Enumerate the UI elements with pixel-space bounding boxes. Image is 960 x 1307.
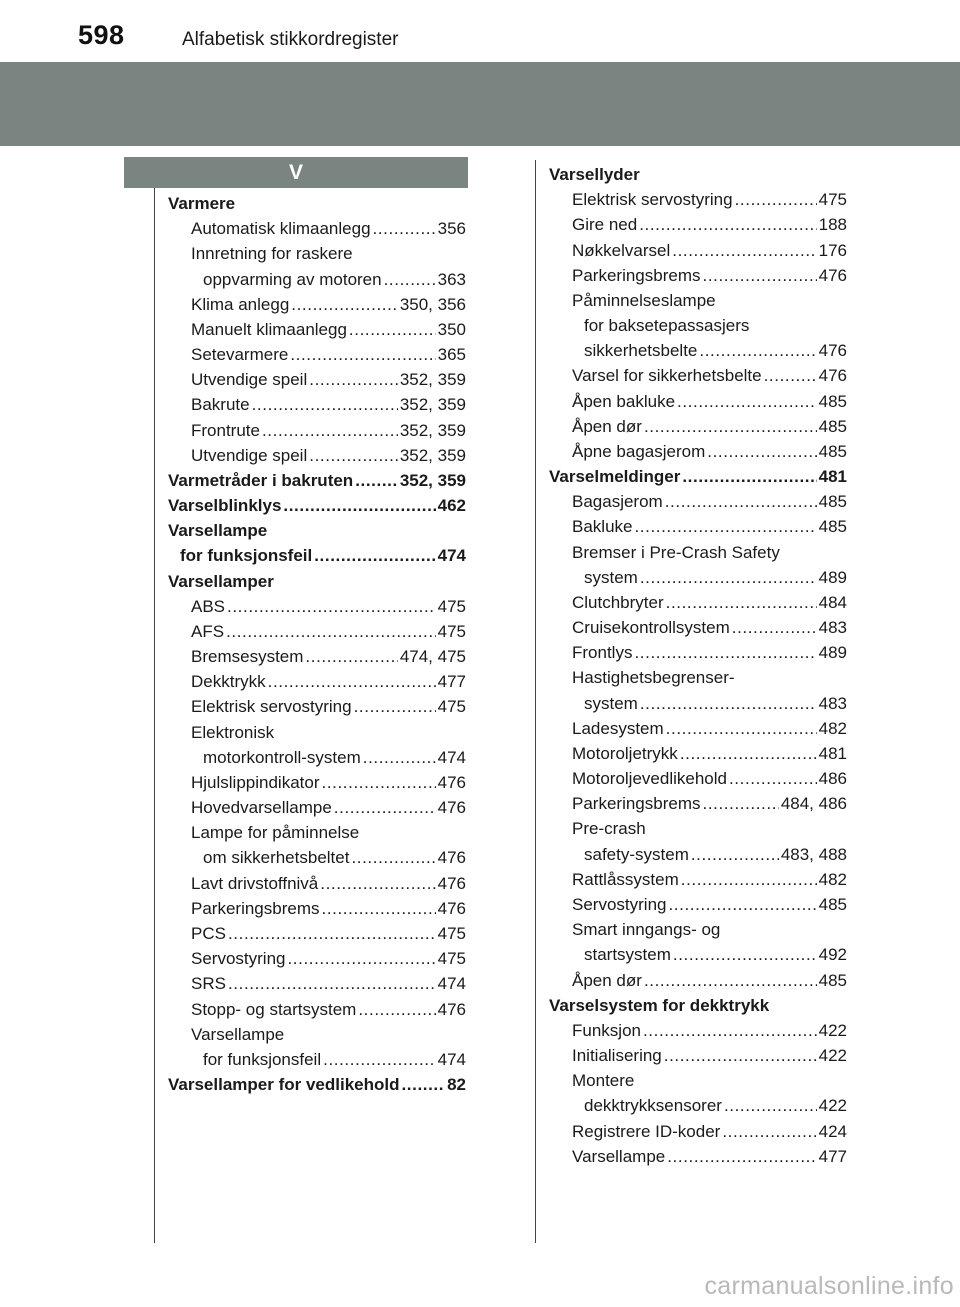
index-entry-term: Motoroljevedlikehold [572,769,727,789]
dot-leader [320,871,435,896]
index-entry-page: 365 [437,345,466,365]
index-entry-term: Cruisekontrollsystem [572,618,730,638]
index-entry [168,267,466,292]
index-entry [549,968,847,993]
index-entry [549,338,847,363]
dot-leader [640,691,817,716]
index-entry-term: system [584,567,638,587]
index-entry-term: Bagasjerom [572,492,663,512]
index-entry-term: Parkeringsbrems [191,898,320,918]
dot-leader [764,363,817,388]
index-entry-term: Manuelt klimaanlegg [191,319,347,339]
dot-leader [724,1093,817,1118]
index-entry-term: sikkerhetsbelte [584,341,698,361]
index-entry-term: for baksetepassasjers [584,316,750,336]
dot-leader [354,694,436,719]
index-entry-term: Varmere [168,194,236,213]
index-entry [549,540,847,565]
dot-leader [373,216,436,241]
index-entry [168,493,466,518]
dot-leader [681,867,817,892]
index-entry [549,389,847,414]
index-entry-term: Initialisering [572,1046,662,1066]
index-entry [168,443,466,468]
index-entry-page: 176 [818,240,847,260]
index-entry [549,590,847,615]
index-entry [549,1093,847,1118]
index-entry [168,619,466,644]
dot-leader [667,1144,816,1169]
index-entry-term: Hovedvarsellampe [191,798,332,818]
watermark: carmanualsonline.info [704,1272,954,1300]
dot-leader [666,716,817,741]
dot-leader [358,997,435,1022]
dot-leader [673,942,817,967]
index-entry [549,1068,847,1093]
dot-leader [699,338,816,363]
index-entry-term: Gire ned [572,215,638,235]
index-entry-page: 485 [818,391,847,411]
index-entry-page: 484, 486 [780,794,847,814]
index-entry [549,187,847,212]
index-entry [549,766,847,791]
index-entry-term: Varsel for sikkerhetsbelte [572,366,762,386]
index-entry-term: Åpne bagasjerom [572,441,706,461]
index-entry-page: 356 [437,219,466,239]
dot-leader [252,392,398,417]
index-entry-term: Dekktrykk [191,672,266,692]
dot-leader [351,845,435,870]
dot-leader [228,971,436,996]
index-entry [549,867,847,892]
index-entry-page: 483, 488 [780,844,847,864]
index-entry-term: Elektrisk servostyring [572,190,733,210]
index-entry [549,464,847,489]
index-entry-term: Funksjon [572,1020,641,1040]
index-entry-term: startsystem [584,945,671,965]
index-entry-term: Bakluke [572,517,633,537]
index-entry-page: 474 [437,974,466,994]
index-entry-page: 352, 359 [399,370,466,390]
index-entry-page: 484 [818,592,847,612]
page-header [0,0,960,62]
index-entry-page: 462 [437,496,466,516]
index-entry-page: 350, 356 [399,294,466,314]
index-entry-term: Utvendige speil [191,370,308,390]
index-entry [168,518,466,543]
index-entry [168,367,466,392]
dot-leader [228,921,436,946]
index-entry [549,640,847,665]
index-entry-term: Varsellampe [572,1146,666,1166]
column-divider-left [154,188,155,1243]
index-entry [549,414,847,439]
index-entry-page: 485 [818,441,847,461]
index-entry-page: 489 [818,567,847,587]
dot-leader [729,766,817,791]
dot-leader [634,514,816,539]
index-entry [549,791,847,816]
index-entry-page: 422 [818,1096,847,1116]
index-entry-page: 424 [818,1121,847,1141]
index-entry-term: for funksjonsfeil [203,1049,322,1069]
index-entry [168,896,466,921]
dot-leader [682,464,816,489]
index-entry-page: 475 [437,596,466,616]
index-entry [168,644,466,669]
dot-leader [323,1047,436,1072]
dot-leader [672,238,816,263]
index-entry [168,216,466,241]
dot-leader [287,946,435,971]
index-column-2 [549,162,847,1169]
index-entry-page: 474 [437,1049,466,1069]
dot-leader [691,842,779,867]
index-entry-term: Rattlåssystem [572,869,679,889]
dot-leader [322,770,436,795]
index-entry [549,917,847,942]
index-entry [168,342,466,367]
index-entry-term: Varselsystem for dekktrykk [549,995,770,1015]
index-entry-term: Nøkkelvarsel [572,240,671,260]
index-entry [168,292,466,317]
index-entry-page: 476 [437,898,466,918]
index-entry-term: Hastighetsbegrenser- [572,668,735,688]
index-entry-term: oppvarming av motoren [203,269,382,289]
index-entry-page: 492 [818,945,847,965]
index-entry-term: Varsellamper [168,571,274,591]
index-entry-page: 188 [818,215,847,235]
header-band [0,62,960,146]
index-entry-term: Hjulslippindikator [191,772,320,792]
index-entry-page: 485 [818,970,847,990]
index-entry-term: Varsellyder [549,165,640,184]
index-entry [168,669,466,694]
index-entry [549,439,847,464]
index-entry-term: system [584,693,638,713]
index-entry-term: Påminnelseslampe [572,290,716,310]
index-entry-page: 481 [818,743,847,763]
index-entry [549,816,847,841]
index-entry-term: Parkeringsbrems [572,794,701,814]
index-entry-page: 475 [818,190,847,210]
index-entry [549,565,847,590]
index-entry-term: Stopp- og startsystem [191,999,357,1019]
index-entry [168,946,466,971]
index-column-1 [168,191,466,1097]
index-entry [549,691,847,716]
index-entry [168,1047,466,1072]
index-entry-term: motorkontroll-system [203,747,361,767]
dot-leader [735,187,817,212]
index-entry-term: dekktrykksensorer [584,1096,722,1116]
index-entry-page: 476 [437,772,466,792]
index-entry-term: safety-system [584,844,689,864]
index-entry [168,694,466,719]
index-entry-term: Åpen dør [572,416,642,436]
index-entry [168,720,466,745]
dot-leader [703,263,817,288]
index-entry-term: Bremser i Pre-Crash Safety [572,542,780,562]
index-entry-page: 82 [447,1075,466,1095]
index-entry-page: 352, 359 [399,395,466,415]
index-entry-term: Registrere ID-koder [572,1121,721,1141]
index-entry-term: AFS [191,621,225,641]
index-entry-term: Montere [572,1071,635,1091]
index-entry-term: Ladesystem [572,718,664,738]
page-number: 598 [78,20,125,50]
index-entry [168,468,466,493]
index-entry [168,594,466,619]
dot-leader [262,418,398,443]
dot-leader [309,443,398,468]
dot-leader [322,896,436,921]
index-entry [549,1043,847,1068]
index-entry-term: Servostyring [191,949,286,969]
index-entry-term: ABS [191,596,226,616]
dot-leader [283,493,435,518]
index-entry-term: Lampe for påminnelse [191,823,360,843]
index-entry [168,1072,466,1097]
index-entry [549,313,847,338]
index-entry-page: 474, 475 [399,647,466,667]
index-entry-page: 474 [437,747,466,767]
index-entry [549,263,847,288]
column-divider-right [535,160,536,1243]
index-entry [549,288,847,313]
index-entry-term: Servostyring [572,894,667,914]
index-entry [549,842,847,867]
index-entry [549,514,847,539]
index-entry-page: 475 [437,949,466,969]
index-entry-term: Frontlys [572,643,633,663]
index-entry-term: om sikkerhetsbeltet [203,848,350,868]
index-entry [549,489,847,514]
dot-leader [639,212,816,237]
index-entry-page: 363 [437,269,466,289]
index-entry [549,238,847,263]
index-entry [168,795,466,820]
index-entry-page: 477 [437,672,466,692]
index-entry-page: 475 [437,621,466,641]
index-entry-term: Smart inngangs- og [572,920,721,940]
index-entry-term: Elektronisk [191,722,275,742]
index-entry-page: 482 [818,869,847,889]
index-entry-term: Bakrute [191,395,250,415]
dot-leader [677,389,817,414]
index-entry [168,871,466,896]
index-entry-term: Lavt drivstoffnivå [191,873,319,893]
dot-leader [643,1018,817,1043]
index-entry-page: 489 [818,643,847,663]
index-entry-page: 475 [437,923,466,943]
dot-leader [680,741,817,766]
dot-leader [227,594,436,619]
index-entry-term: Innretning for raskere [191,244,353,264]
index-entry [549,1018,847,1043]
dot-leader [334,795,436,820]
index-entry [168,418,466,443]
index-entry-page: 350 [437,319,466,339]
index-entry-page: 483 [818,693,847,713]
dot-leader [732,615,817,640]
index-entry-term: Pre-crash [572,819,646,839]
index-entry [168,317,466,342]
index-entry-page: 485 [818,517,847,537]
index-entry-term: Åpen dør [572,970,642,990]
index-entry-term: Setevarmere [191,345,289,365]
dot-leader [305,644,397,669]
index-entry [549,741,847,766]
dot-leader [384,267,436,292]
index-entry-page: 476 [437,798,466,818]
index-entry-page: 352, 359 [399,445,466,465]
index-entry-page: 477 [818,1146,847,1166]
index-entry-page: 481 [818,467,847,487]
index-entry-term: Varsellampe [168,521,268,541]
dot-leader [401,1072,445,1097]
index-entry [168,1022,466,1047]
dot-leader [707,439,816,464]
index-entry-page: 485 [818,416,847,436]
index-entry-term: Varselmeldinger [549,467,681,487]
dot-leader [290,342,435,367]
index-entry [168,241,466,266]
index-entry [549,1119,847,1144]
index-entry [168,569,466,594]
index-entry-term: Bremsesystem [191,647,304,667]
index-entry [549,162,847,187]
dot-leader [640,565,817,590]
section-letter-tab: V [124,157,468,188]
index-entry-page: 485 [818,492,847,512]
index-entry-term: Parkeringsbrems [572,265,701,285]
index-entry [549,892,847,917]
index-entry-page: 476 [437,999,466,1019]
index-entry-page: 485 [818,894,847,914]
index-entry-term: PCS [191,923,226,943]
index-entry-term: Varselblinklys [168,496,282,516]
index-entry [549,665,847,690]
index-entry-page: 476 [818,265,847,285]
index-entry [168,191,466,216]
index-entry [168,971,466,996]
index-entry-term: SRS [191,974,226,994]
dot-leader [703,791,779,816]
index-entry [168,770,466,795]
dot-leader [226,619,436,644]
index-entry-term: Varsellamper for vedlikehold [168,1075,400,1095]
dot-leader [355,468,398,493]
dot-leader [665,489,817,514]
index-entry-page: 422 [818,1046,847,1066]
index-entry [168,392,466,417]
dot-leader [644,968,817,993]
index-entry-term: Frontrute [191,420,260,440]
index-entry-page: 475 [437,697,466,717]
index-entry-term: Varsellampe [191,1024,285,1044]
dot-leader [349,317,436,342]
index-entry-term: Varmetråder i bakruten [168,470,354,490]
dot-leader [666,590,817,615]
index-entry-term: Klima anlegg [191,294,290,314]
index-entry-term: Utvendige speil [191,445,308,465]
index-entry-page: 483 [818,618,847,638]
dot-leader [722,1119,816,1144]
index-entry-page: 476 [437,873,466,893]
dot-leader [363,745,436,770]
dot-leader [644,414,817,439]
index-entry-page: 352, 359 [399,420,466,440]
index-entry [549,942,847,967]
index-entry-page: 476 [437,848,466,868]
index-entry [168,745,466,770]
index-entry [549,716,847,741]
index-entry-page: 422 [818,1020,847,1040]
dot-leader [309,367,398,392]
dot-leader [314,543,435,568]
index-entry-page: 474 [437,546,466,566]
index-entry-page: 476 [818,341,847,361]
dot-leader [268,669,436,694]
index-entry-term: Motoroljetrykk [572,743,678,763]
index-entry-term: for funksjonsfeil [180,546,313,566]
index-entry-page: 486 [818,769,847,789]
index-entry-term: Åpen bakluke [572,391,676,411]
index-entry [168,921,466,946]
dot-leader [664,1043,817,1068]
index-entry [549,363,847,388]
index-entry-term: Clutchbryter [572,592,664,612]
index-entry [549,615,847,640]
page-title: Alfabetisk stikkordregister [182,29,399,50]
index-entry-page: 476 [818,366,847,386]
dot-leader [291,292,398,317]
dot-leader [668,892,816,917]
index-entry [168,543,466,568]
index-entry [168,997,466,1022]
index-entry-term: Elektrisk servostyring [191,697,352,717]
index-entry-page: 352, 359 [399,470,466,490]
index-entry [168,820,466,845]
index-entry [168,845,466,870]
index-entry [549,993,847,1018]
index-entry [549,1144,847,1169]
dot-leader [634,640,816,665]
index-entry-page: 482 [818,718,847,738]
index-entry [549,212,847,237]
index-entry-term: Automatisk klimaanlegg [191,219,371,239]
